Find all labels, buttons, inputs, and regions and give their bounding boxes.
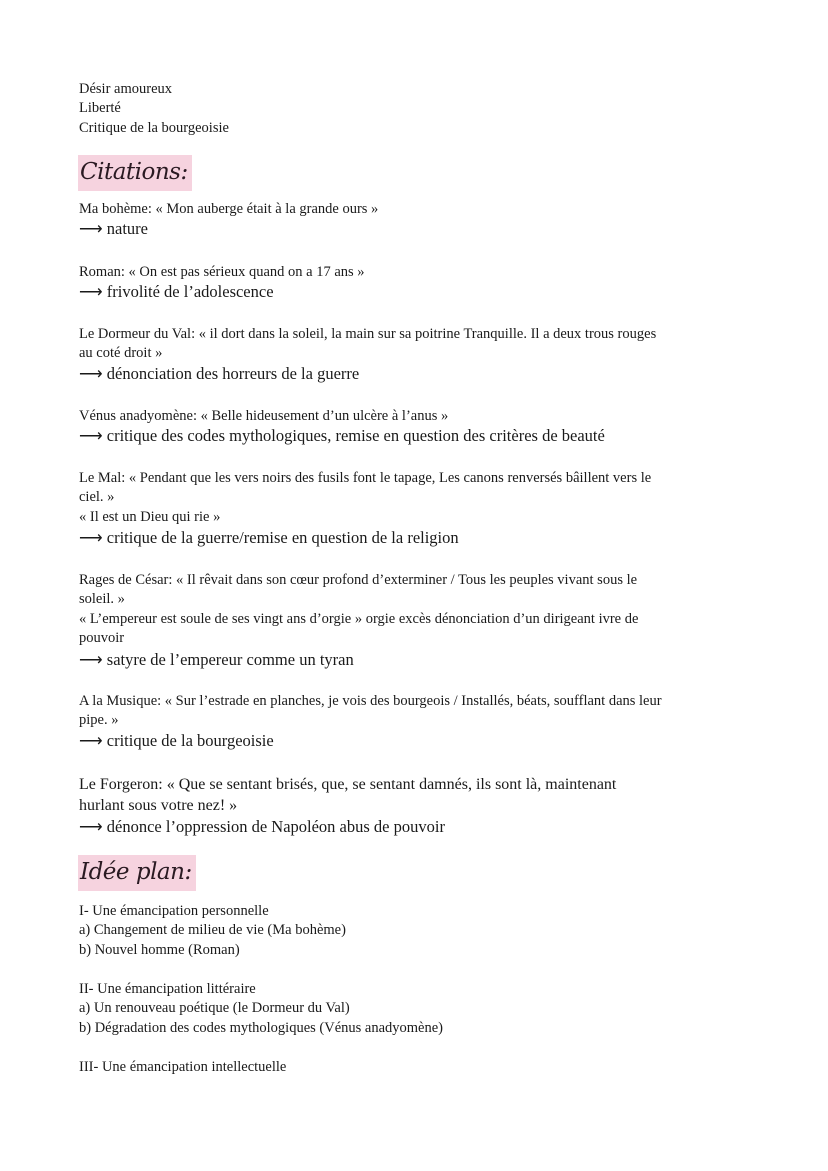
citation-line: « Il est un Dieu qui rie » (79, 509, 221, 525)
citation-analysis: ⟶ critique de la guerre/remise en question de la religion (79, 528, 459, 547)
theme-item: Critique de la bourgeoisie (79, 120, 229, 136)
citations-heading: Citations: (78, 155, 192, 191)
citation-line: Rages de César: « Il rêvait dans son cœur profond d’exterminer / Tous les peuples vivant sous le (79, 572, 638, 588)
citation-analysis: ⟶ satyre de l’empereur comme un tyran (79, 650, 354, 669)
citation-analysis: ⟶ nature (79, 219, 149, 238)
citation-line: pipe. » (79, 712, 119, 728)
citation-line: Vénus anadyomène: « Belle hideusement d’un ulcère à l’anus » (79, 408, 449, 424)
plan-subpart: a) Un renouveau poétique (le Dormeur du Val) (79, 1000, 350, 1016)
theme-item: Liberté (79, 100, 121, 116)
citation-analysis: ⟶ frivolité de l’adolescence (79, 282, 274, 301)
citation-line: au coté droit » (79, 345, 163, 361)
plan-part-title: I- Une émancipation personnelle (79, 903, 269, 919)
plan-subpart: a) Changement de milieu de vie (Ma bohème) (79, 922, 346, 938)
citation-line: pouvoir (79, 630, 125, 646)
plan-part-title: II- Une émancipation littéraire (79, 981, 256, 997)
citation-analysis: ⟶ critique de la bourgeoisie (79, 731, 274, 750)
citation-line: Le Dormeur du Val: « il dort dans la soleil, la main sur sa poitrine Tranquille. Il a deux trous rouges (79, 326, 657, 342)
plan-subpart: b) Dégradation des codes mythologiques (Vénus anadyomène) (79, 1020, 444, 1036)
citation-line: Le Mal: « Pendant que les vers noirs des fusils font le tapage, Les canons renversés bâillent vers le (79, 470, 652, 486)
plan-heading: Idée plan: (78, 855, 196, 891)
citation-line: hurlant sous votre nez! » (79, 797, 238, 814)
citation-analysis: ⟶ dénonciation des horreurs de la guerre (79, 364, 360, 383)
citation-analysis: ⟶ critique des codes mythologiques, remise en question des critères de beauté (79, 426, 605, 445)
citation-line: Le Forgeron: « Que se sentant brisés, que, se sentant damnés, ils sont là, maintenant (79, 776, 617, 793)
citation-line: « L’empereur est soule de ses vingt ans d’orgie » orgie excès dénonciation d’un dirigeant ivre de (79, 611, 639, 627)
plan-subpart: b) Nouvel homme (Roman) (79, 942, 240, 958)
citation-line: ciel. » (79, 489, 115, 505)
plan-part-title: III- Une émancipation intellectuelle (79, 1059, 287, 1075)
theme-item: Désir amoureux (79, 81, 173, 97)
citation-line: Roman: « On est pas sérieux quand on a 17 ans » (79, 264, 365, 280)
citation-analysis: ⟶ dénonce l’oppression de Napoléon abus de pouvoir (79, 817, 445, 836)
citation-line: soleil. » (79, 591, 125, 607)
citation-line: A la Musique: « Sur l’estrade en planches, je vois des bourgeois / Installés, béats, soufflant dans leur (79, 693, 662, 709)
citation-line: Ma bohème: « Mon auberge était à la grande ours » (79, 201, 379, 217)
